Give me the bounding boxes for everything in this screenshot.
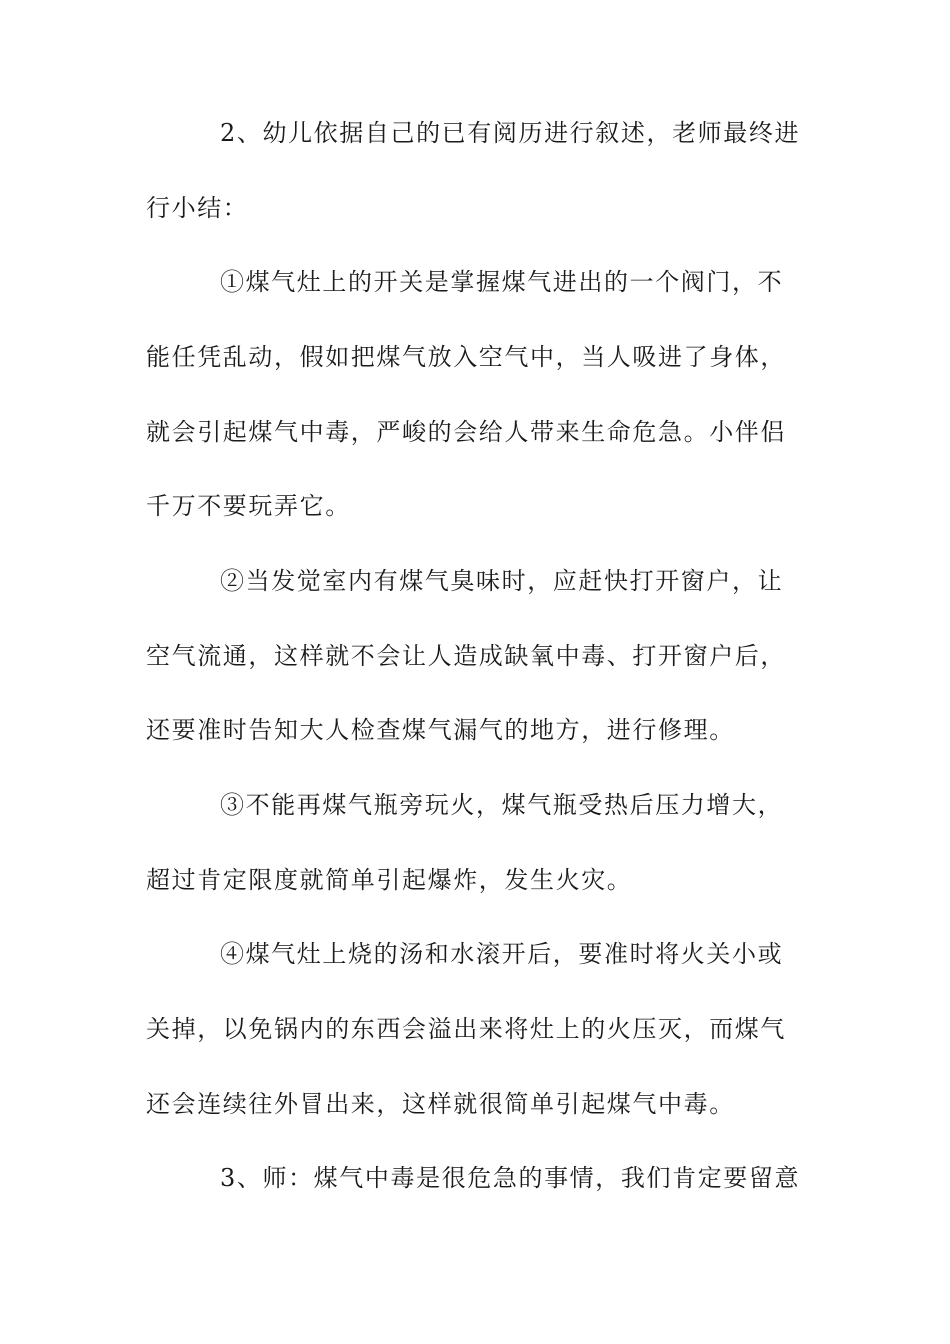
item-4-line-3: 还会连续往外冒出来，这样就很简单引起煤气中毒。 — [146, 1090, 735, 1118]
item-1-line-1: ①煤气灶上的开关是掌握煤气进出的一个阀门，不 — [220, 268, 784, 296]
paragraph-2-line-1: 2、幼儿依据自己的已有阅历进行叙述，老师最终进 — [220, 119, 801, 147]
item-2-line-2: 空气流通，这样就不会让人造成缺氧中毒、打开窗户后， — [146, 642, 786, 670]
item-2-line-1: ②当发觉室内有煤气臭味时，应赶快打开窗户，让 — [220, 567, 784, 595]
item-3-line-2: 超过肯定限度就简单引起爆炸，发生火灾。 — [146, 866, 633, 894]
paragraph-3-line-1: 3、师：煤气中毒是很危急的事情，我们肯定要留意 — [220, 1164, 801, 1192]
item-4-line-1: ④煤气灶上烧的汤和水滚开后，要准时将火关小或 — [220, 940, 784, 968]
item-1-line-3: 就会引起煤气中毒，严峻的会给人带来生命危急。小伴侣 — [146, 418, 786, 446]
item-4-line-2: 关掉，以免锅内的东西会溢出来将灶上的火压灭，而煤气 — [146, 1015, 786, 1043]
item-2-line-3: 还要准时告知大人检查煤气漏气的地方，进行修理。 — [146, 716, 735, 744]
item-1-line-2: 能任凭乱动，假如把煤气放入空气中，当人吸进了身体， — [146, 343, 786, 371]
item-1-line-4: 千万不要玩弄它。 — [146, 492, 351, 520]
paragraph-2-line-2: 行小结： — [146, 194, 249, 222]
item-3-line-1: ③不能再煤气瓶旁玩火，煤气瓶受热后压力增大， — [220, 791, 784, 819]
